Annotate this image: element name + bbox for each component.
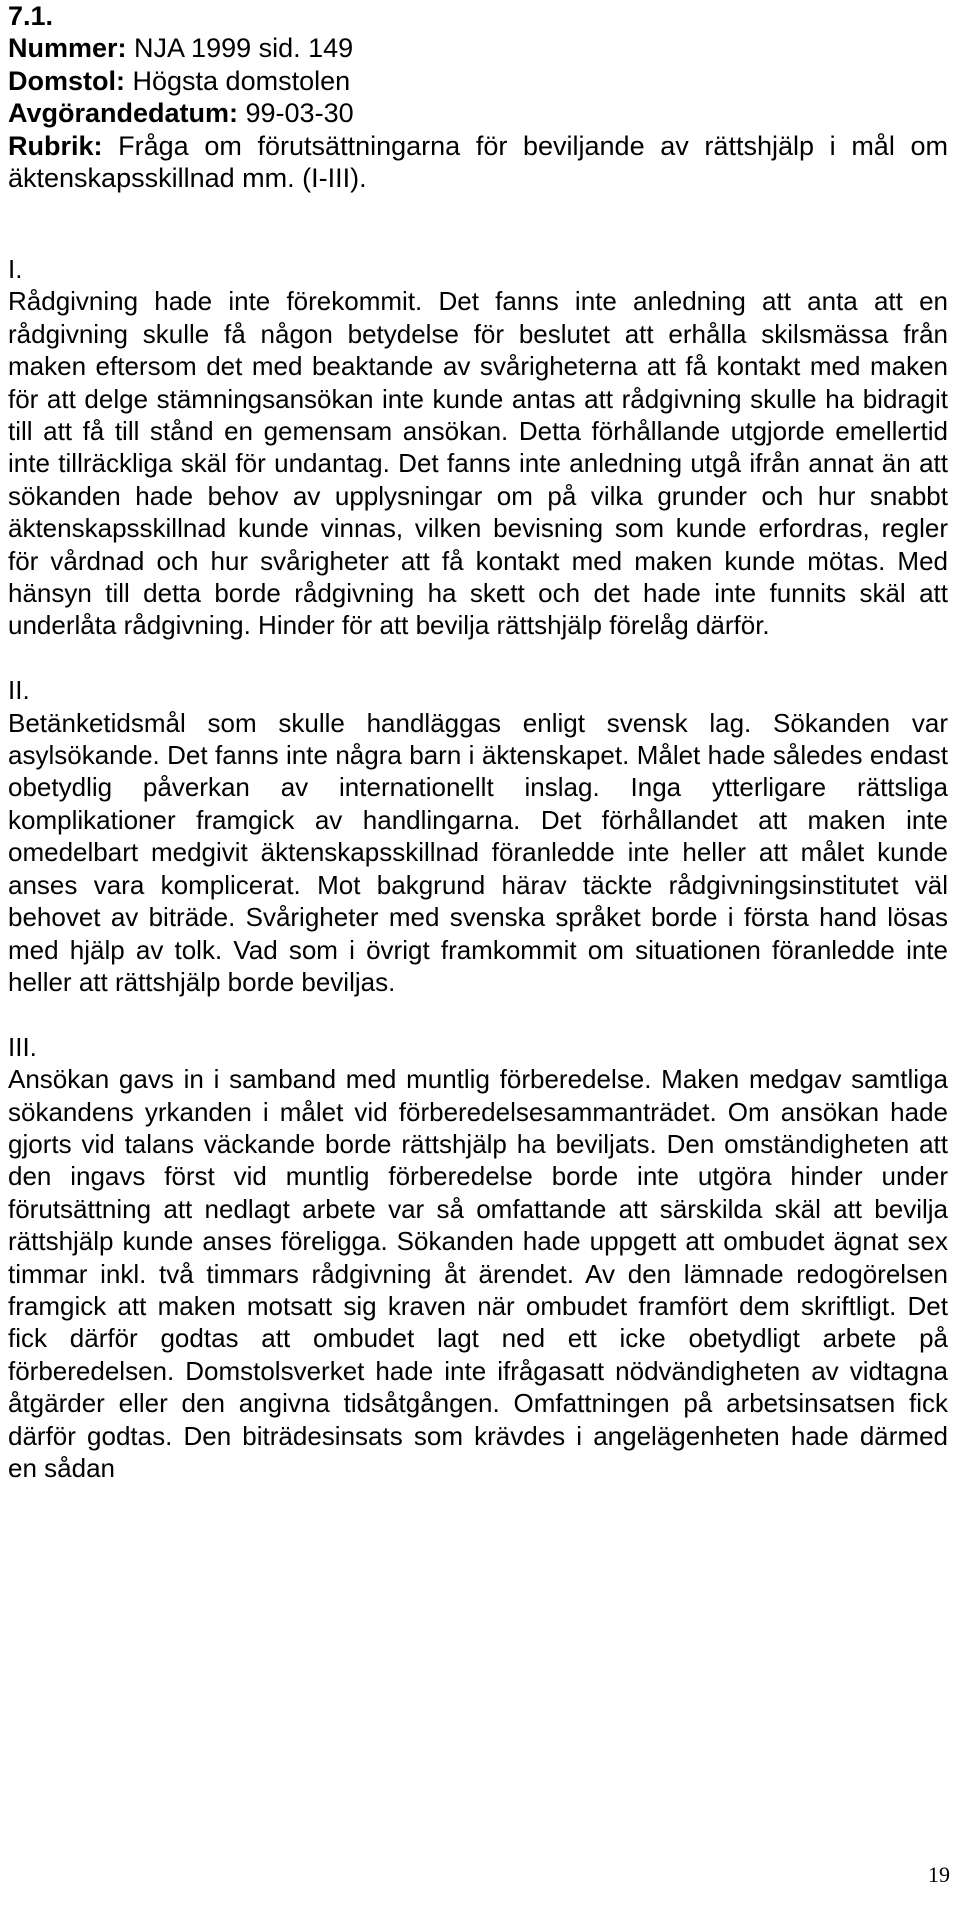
- nummer-value: NJA 1999 sid. 149: [126, 33, 354, 64]
- section-heading-2: II.: [8, 675, 30, 706]
- rubrik-label: Rubrik:: [8, 130, 103, 161]
- section-spacer: [8, 998, 948, 1030]
- section-text-3: Ansökan gavs in i samband med muntlig förberedelse. Maken medgav samtliga sökandens yrkanden i målet vid förberedelsesammanträdet. Om ansökan hade gjorts vid talans väckande borde rättshjälp ha beviljats. Den omständigheten att den ingavs först vid muntlig förberedelse borde inte utgöra hinder under förutsättning att nedlagt arbete var så omfattande att särskilda skäl att bevilja rättshjälp kunde anses föreligga. Sökanden hade uppgett att ombudet ägnat sex timmar inkl. två timmars rådgivning åt ärendet. Av den lämnade redogörelsen framgick att maken motsatt sig kraven när ombudet framfört dem skriftligt. Det fick därför godtas att ombudet lagt ned ett icke obetydligt arbete på förberedelsen. Domstolsverket hade inte ifrågasatt nödvändigheten av vidtagna åtgärder eller den angivna tidsåtgången. Omfattningen på arbetsinsatsen fick därför godtas. Den biträdesinsats som krävdes i angelägenheten hade därmed en sådan: [8, 1064, 948, 1483]
- section-text-2: Betänketidsmål som skulle handläggas enligt svensk lag. Sökanden var asylsökande. Det fanns inte några barn i äktenskapet. Målet hade således endast obetydlig påverkan av internationellt inslag. Inga ytterligare rättsliga komplikationer framgick av handlingarna. Det förhållandet att maken inte omedelbart medgivit äktenskapsskillnad föranledde inte heller att målet kunde anses vara komplicerat. Mot bakgrund härav täckte rådgivningsinstitutet väl behovet av biträde. Svårigheter med svenska språket borde i första hand lösas med hjälp av tolk. Vad som i övrigt framkommit om situationen föranledde inte heller att rättshjälp borde beviljas.: [8, 707, 948, 997]
- section-spacer: [8, 642, 948, 674]
- section-heading-1: I.: [8, 254, 23, 284]
- page-number: 19: [928, 1862, 950, 1887]
- rubrik-line: [8, 130, 948, 195]
- document-body: [8, 253, 948, 1484]
- domstol-line: [8, 65, 948, 97]
- domstol-value: Högsta domstolen: [125, 65, 351, 96]
- datum-label: Avgörandedatum:: [8, 98, 239, 129]
- rubrik-value: Fråga om förutsättningarna för beviljande av rättshjälp i mål om äktenskapsskillnad mm. (I-III).: [8, 130, 948, 194]
- section-heading-3: III.: [8, 1031, 37, 1062]
- case-header: [8, 0, 948, 194]
- nummer-line: [8, 32, 948, 64]
- datum-line: [8, 97, 948, 129]
- section-number: 7.1.: [8, 1, 54, 31]
- section-text-1: Rådgivning hade inte förekommit. Det fanns inte anledning att anta att en rådgivning skulle få någon betydelse för beslutet att erhålla skilsmässa från maken eftersom det med beaktande av svårigheterna att få kontakt med maken för att delge stämningsansökan inte kunde antas att rådgivning skulle ha bidragit till att få till stånd en gemensam ansökan. Detta förhållande utgjorde emellertid inte tillräckliga skäl för undantag. Det fanns inte anledning utgå ifrån annat än att sökanden hade behov av upplysningar om på vilka grunder och hur snabbt äktenskapsskillnad kunde vinnas, vilken bevisning som kunde erfordras, regler för vårdnad och hur svårigheter att få kontakt med maken kunde mötas. Med hänsyn till detta borde rådgivning ha skett och det hade inte funnits skäl att underlåta rådgivning. Hinder för att bevilja rättshjälp förelåg därför.: [8, 286, 948, 641]
- domstol-label: Domstol:: [8, 65, 125, 96]
- nummer-label: Nummer:: [8, 33, 127, 64]
- datum-value: 99-03-30: [238, 98, 354, 129]
